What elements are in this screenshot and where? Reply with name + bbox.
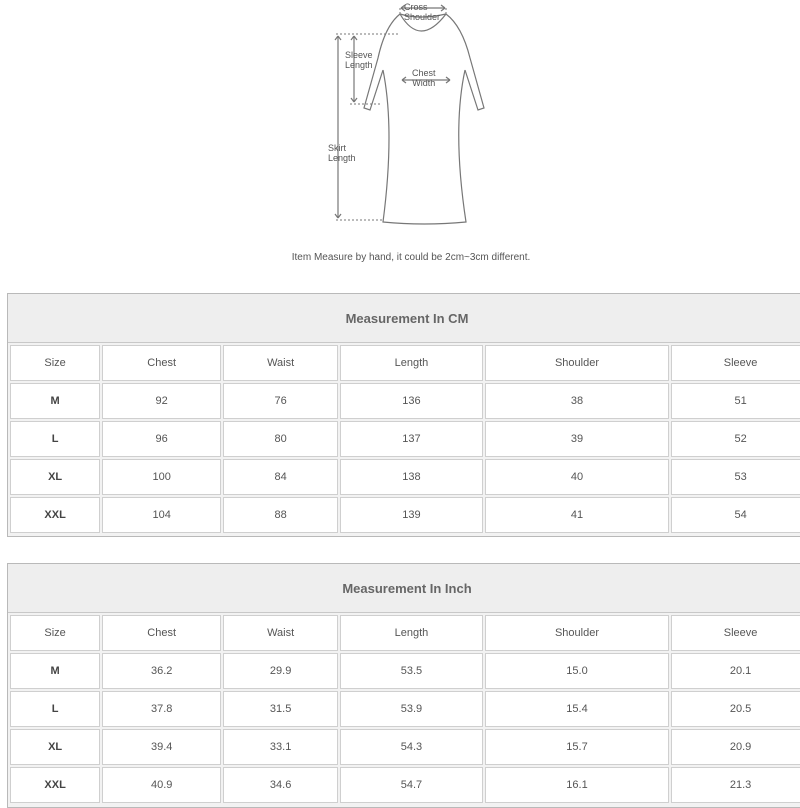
cell-sleeve: 52: [671, 421, 800, 457]
cell-waist: 33.1: [223, 729, 338, 765]
cell-length: 53.5: [340, 653, 483, 689]
cell-chest: 36.2: [102, 653, 221, 689]
header-shoulder: Shoulder: [485, 615, 669, 651]
cell-sleeve: 20.9: [671, 729, 800, 765]
header-sleeve: Sleeve: [671, 615, 800, 651]
cell-shoulder: 15.4: [485, 691, 669, 727]
cell-size: L: [10, 691, 100, 727]
cell-size: M: [10, 383, 100, 419]
cell-waist: 29.9: [223, 653, 338, 689]
table-title: Measurement In CM: [8, 294, 800, 343]
table-row: [10, 383, 800, 419]
cell-length: 54.7: [340, 767, 483, 803]
cell-chest: 92: [102, 383, 221, 419]
cell-waist: 31.5: [223, 691, 338, 727]
header-waist: Waist: [223, 345, 338, 381]
header-shoulder: Shoulder: [485, 345, 669, 381]
cell-length: 139: [340, 497, 483, 533]
dress-outline-icon: [0, 0, 800, 240]
cell-size: M: [10, 653, 100, 689]
table-title: Measurement In Inch: [8, 564, 800, 613]
header-sleeve: Sleeve: [671, 345, 800, 381]
table-row: [10, 497, 800, 533]
cell-chest: 39.4: [102, 729, 221, 765]
cell-size: XXL: [10, 497, 100, 533]
header-chest: Chest: [102, 345, 221, 381]
inch-measurement-table: [7, 563, 800, 808]
cross-shoulder-label: Cross Shoulder: [404, 2, 441, 22]
cell-sleeve: 54: [671, 497, 800, 533]
table-row: [10, 421, 800, 457]
cell-chest: 100: [102, 459, 221, 495]
cell-shoulder: 15.7: [485, 729, 669, 765]
header-waist: Waist: [223, 615, 338, 651]
table-row: [10, 729, 800, 765]
cell-chest: 96: [102, 421, 221, 457]
cell-shoulder: 15.0: [485, 653, 669, 689]
cell-waist: 80: [223, 421, 338, 457]
cell-chest: 37.8: [102, 691, 221, 727]
measurement-note: Item Measure by hand, it could be 2cm~3cm different.: [291, 252, 531, 263]
header-length: Length: [340, 345, 483, 381]
cell-size: XXL: [10, 767, 100, 803]
table-row: [10, 691, 800, 727]
table-row: [10, 653, 800, 689]
cell-shoulder: 39: [485, 421, 669, 457]
table-header-row: [10, 615, 800, 651]
chest-width-label: Chest Width: [412, 68, 436, 88]
table-header-row: [10, 345, 800, 381]
cell-chest: 40.9: [102, 767, 221, 803]
cell-waist: 88: [223, 497, 338, 533]
cell-size: L: [10, 421, 100, 457]
cell-waist: 76: [223, 383, 338, 419]
cell-size: XL: [10, 459, 100, 495]
cell-length: 54.3: [340, 729, 483, 765]
cell-sleeve: 20.1: [671, 653, 800, 689]
dress-measurement-diagram: [0, 0, 800, 240]
cell-shoulder: 38: [485, 383, 669, 419]
header-length: Length: [340, 615, 483, 651]
cell-sleeve: 20.5: [671, 691, 800, 727]
sleeve-length-label: Sleeve Length: [345, 50, 373, 70]
skirt-length-label: Skirt Length: [328, 143, 356, 163]
cell-size: XL: [10, 729, 100, 765]
table-row: [10, 459, 800, 495]
cell-sleeve: 51: [671, 383, 800, 419]
header-chest: Chest: [102, 615, 221, 651]
header-size: Size: [10, 615, 100, 651]
cell-sleeve: 21.3: [671, 767, 800, 803]
cell-length: 53.9: [340, 691, 483, 727]
cell-sleeve: 53: [671, 459, 800, 495]
cell-shoulder: 40: [485, 459, 669, 495]
cm-measurement-table: [7, 293, 800, 537]
cell-waist: 84: [223, 459, 338, 495]
cell-chest: 104: [102, 497, 221, 533]
cell-shoulder: 16.1: [485, 767, 669, 803]
cell-shoulder: 41: [485, 497, 669, 533]
cell-length: 136: [340, 383, 483, 419]
cell-length: 138: [340, 459, 483, 495]
cell-length: 137: [340, 421, 483, 457]
table-row: [10, 767, 800, 803]
cell-waist: 34.6: [223, 767, 338, 803]
header-size: Size: [10, 345, 100, 381]
